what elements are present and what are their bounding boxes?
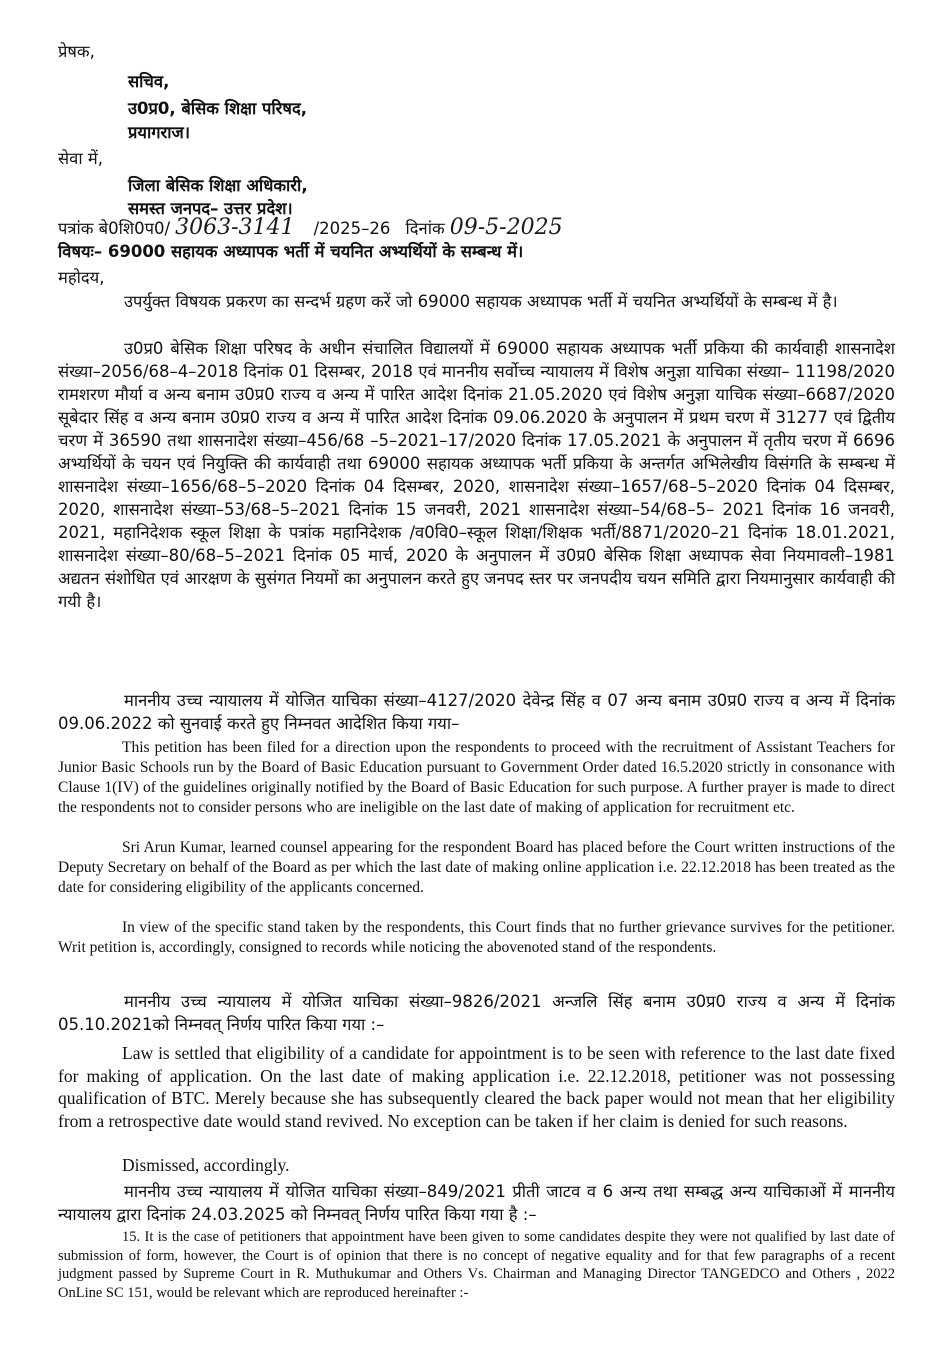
paragraph-4: माननीय उच्च न्यायालय में योजित याचिका संख्या–9826/2021 अन्जलि सिंह बनाम उ0प्र0 राज्य व अन्य में दिनांक 05.10.2021को निम्नवत् निर्णय पारित किया गया :– <box>58 992 895 1034</box>
paragraph-2: उ0प्र0 बेसिक शिक्षा परिषद के अधीन संचालित विद्यालयों में 69000 सहायक अध्यापक भर्ती प्रकिया की कार्यवाही शासनादेश संख्या–2056/68–4–2018 दिनांक 01 दिसम्बर, 2018 एवं माननीय सर्वोच्च न्यायालय में विशेष अनुज्ञा याचिका संख्या– 11198/2020 रामशरण मौर्या व अन्य बनाम उ0प्र0 राज्य व अन्य में पारित आदेश दिनांक 21.05.2020 एवं विशेष अनुज्ञा याचिक संख्या–6687/2020 सूबेदार सिंह व अन्य बनाम उ0प्र0 राज्य व अन्य में पारित आदेश दिनांक 09.06.2020 के अनुपालन में प्रथम चरण में 31277 एवं द्वितीय चरण में 36590 तथा शासनादेश संख्या–456/68 –5–2021–17/2020 दिनांक 17.05.2021 के अनुपालन में तृतीय चरण में 6696 अभ्यर्थियों के चयन एवं नियुक्ति की कार्यवाही तथा 69000 सहायक अध्यापक भर्ती प्रकिया के अन्तर्गत अभिलेखीय विसंगति के सम्बन्ध में शासनादेश संख्या–1656/68–5–2020 दिनांक 04 दिसम्बर, 2020, शासनादेश संख्या–1657/68–5–2020 दिनांक 04 दिसम्बर, 2020, शासनादेश संख्या–53/68–5–2021 दिनांक 15 जनवरी, 2021 शासनादेश संख्या–54/68–5– 2021 दिनांक 16 जनवरी, 2021, महानिदेशक स्कूल शिक्षा के पत्रांक महानिदेशक /व0वि0–स्कूल शिक्षा/शिक्षक भर्ती/8871/2020–21 दिनांक 18.01.2021, शासनादेश संख्या–80/68–5–2021 दिनांक 05 मार्च, 2020 के अनुपालन में उ0प्र0 बेसिक शिक्षा अध्यापक सेवा नियमावली–1981 अद्यतन संशोधित एवं आरक्षण के सुसंगत नियमों का अनुपालन करते हुए जनपद स्तर पर जनपदीय चयन समिति द्वारा नियमानुसार कार्यवाही की गयी है। <box>58 339 895 611</box>
court-quote-3: 15. It is the case of petitioners that appointment have been given to some candidates despite they were not qualified by last date of submission of form, however, the Court is of opinion that there is no concept of negative equality and for that few paragraphs of a recent judgment passed by Supreme Court in R. Muthukumar and Others Vs. Chairman and Managing Director TANGEDCO and Others , 2022 OnLine SC 151, would be relevant which are reproduced hereinafter :- <box>58 1229 895 1301</box>
court-quote-2-end: Dismissed, accordingly. <box>122 1155 290 1175</box>
court-quote-1-para-2: Sri Arun Kumar, learned counsel appearing for the respondent Board has placed before the Court written instructions of the Deputy Secretary on behalf of the Board as per which the last date of making online application i.e. 22.12.2018 has been treated as the date for considering eligibility of the applicants concerned. <box>58 839 895 896</box>
sender-line-2: उ0प्र0, बेसिक शिक्षा परिषद, <box>128 99 307 118</box>
reference-prefix: पत्रांक बे0शि0प0/ <box>58 219 171 238</box>
handwritten-date: 09-5-2025 <box>449 215 563 240</box>
subject: विषयः– 69000 सहायक अध्यापक भर्ती में चयनित अभ्यर्थियों के सम्बन्ध में। <box>58 242 524 261</box>
handwritten-reference-number: 3063-3141 <box>175 215 295 240</box>
reference-line <box>58 215 563 240</box>
paragraph-3: माननीय उच्च न्यायालय में योजित याचिका संख्या–4127/2020 देवेन्द्र सिंह व 07 अन्य बनाम उ0प्र0 राज्य व अन्य में दिनांक 09.06.2022 को सुनवाई करते हुए निम्नवत आदेशित किया गया– <box>58 691 895 733</box>
recipient-label: सेवा में, <box>58 149 103 168</box>
sender-line-1: सचिव, <box>128 72 170 91</box>
recipient-line-1: जिला बेसिक शिक्षा अधिकारी, <box>128 176 308 195</box>
court-quote-2: Law is settled that eligibility of a candidate for appointment is to be seen with reference to the last date fixed for making of application. On the last date of making application i.e. 22.12.2018, petitioner was not possessing qualification of BTC. Merely because she has subsequently cleared the back paper would not mean that her eligibility from a retrospective date would stand revived. No exception can be taken if her claim is denied for such reasons. <box>58 1043 895 1131</box>
reference-date-label: दिनांक <box>405 219 445 238</box>
paragraph-1: उपर्युक्त विषयक प्रकरण का सन्दर्भ ग्रहण करें जो 69000 सहायक अध्यापक भर्ती में चयनित अभ्यर्थियों के सम्बन्ध में है। <box>124 292 838 311</box>
court-quote-1-para-3: In view of the specific stand taken by the respondents, this Court finds that no further grievance survives for the petitioner. Writ petition is, accordingly, consigned to records while noticing the abovenoted stand of the respondents. <box>58 919 895 956</box>
court-quote-1-para-1: This petition has been filed for a direction upon the respondents to proceed with the recruitment of Assistant Teachers for Junior Basic Schools run by the Board of Basic Education pursuant to Government Order dated 16.5.2020 strictly in consonance with Clause 1(IV) of the guidelines originally notified by the Board of Basic Education for such purpose. A further prayer is made to direct the respondents not to consider persons who are ineligible on the last date of making of application for recruitment etc. <box>58 739 895 816</box>
paragraph-5: माननीय उच्च न्यायालय में योजित याचिका संख्या–849/2021 प्रीती जाटव व 6 अन्य तथा सम्बद्ध अन्य याचिकाओं में माननीय न्यायालय द्वारा दिनांक 24.03.2025 को निम्नवत् निर्णय पारित किया गया है :– <box>58 1182 895 1224</box>
salutation: महोदय, <box>58 268 105 287</box>
recipient-line-2: समस्त जनपद– उत्तर प्रदेश। <box>128 199 293 218</box>
sender-label: प्रेषक, <box>58 42 95 61</box>
sender-line-3: प्रयागराज। <box>128 123 191 142</box>
reference-year: /2025–26 <box>313 219 391 238</box>
